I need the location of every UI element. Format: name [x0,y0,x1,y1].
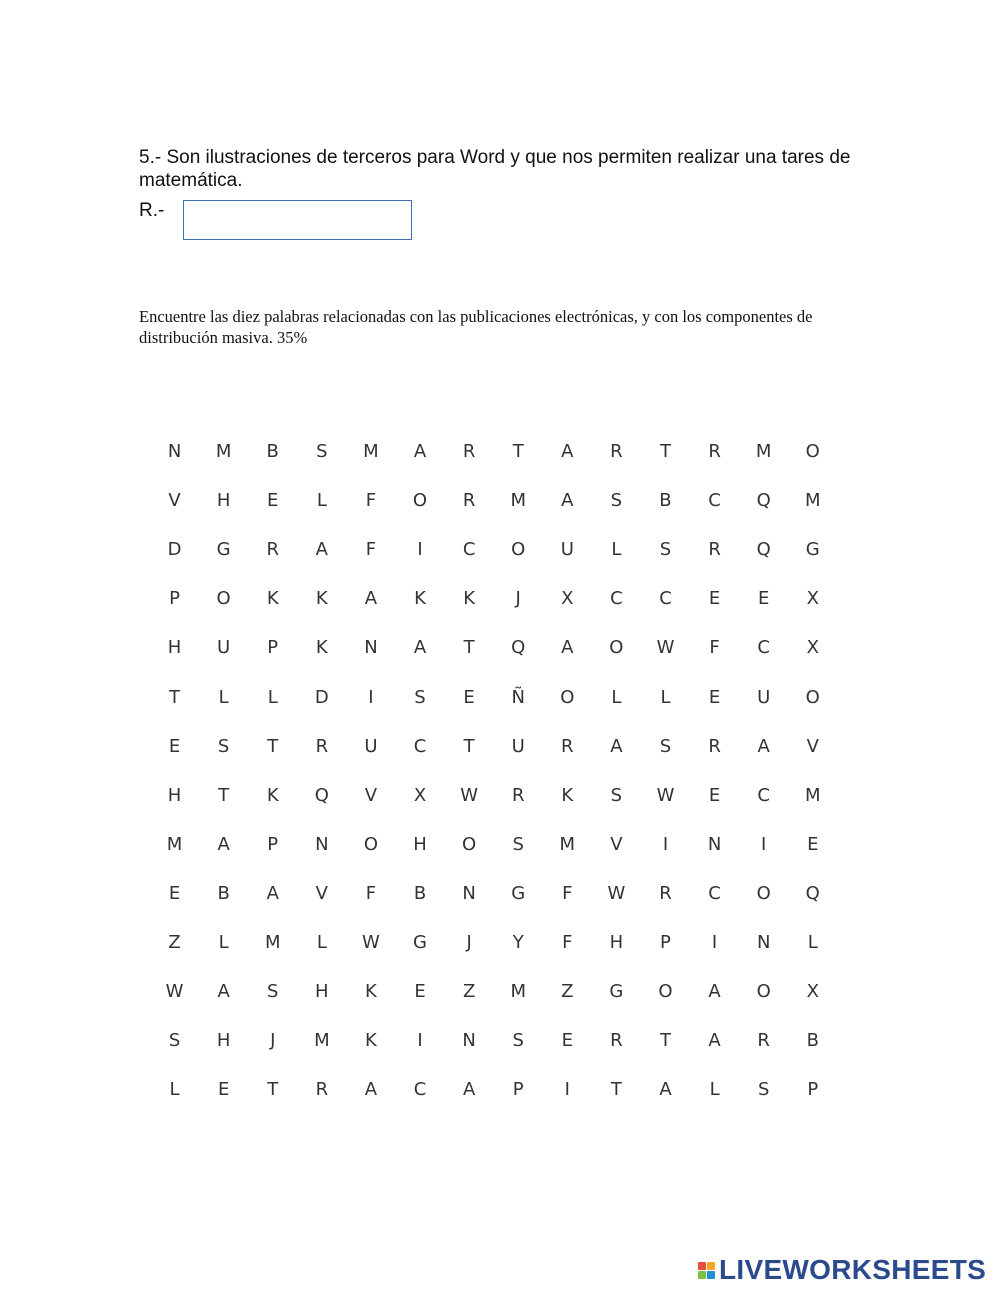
grid-letter[interactable]: C [708,882,721,904]
grid-letter[interactable]: R [708,735,721,757]
grid-letter[interactable]: R [511,784,525,806]
grid-letter[interactable]: H [167,784,182,806]
grid-letter[interactable]: S [267,981,279,1003]
grid-letter[interactable]: G [609,981,624,1003]
grid-letter[interactable]: L [807,931,818,953]
grid-letter[interactable]: S [512,1030,524,1052]
grid-letter[interactable]: E [463,686,475,708]
logo-block-v [698,1271,706,1279]
grid-letter[interactable]: Q [756,539,771,561]
grid-letter[interactable]: T [169,686,181,708]
grid-letter[interactable]: C [708,490,721,512]
grid-letter[interactable]: I [662,833,669,855]
grid-letter[interactable]: V [364,784,378,806]
grid-letter[interactable]: R [708,539,721,561]
grid-letter[interactable]: F [562,882,573,904]
grid-letter[interactable]: K [561,784,574,806]
grid-letter[interactable]: F [365,882,377,904]
logo-block-l [698,1262,706,1270]
grid-letter[interactable]: S [512,833,524,855]
grid-letter[interactable]: Y [512,931,524,953]
grid-letter[interactable]: S [659,539,672,561]
grid-letter[interactable]: L [169,1079,180,1101]
grid-letter[interactable]: O [658,981,673,1003]
grid-letter[interactable]: W [656,637,675,659]
grid-letter[interactable]: U [560,539,574,561]
grid-letter[interactable]: U [511,735,525,757]
grid-letter[interactable]: K [266,784,279,806]
grid-letter[interactable]: A [217,833,230,855]
grid-letter[interactable]: R [462,490,476,512]
grid-letter[interactable]: S [610,784,623,806]
grid-letter[interactable]: Q [756,490,771,512]
word-search-grid [150,427,837,1114]
grid-letter[interactable]: T [463,735,475,757]
grid-letter[interactable]: I [368,686,374,708]
grid-letter[interactable]: S [414,686,426,708]
grid-letter[interactable]: W [362,931,380,953]
grid-letter[interactable]: V [610,833,623,855]
grid-letter[interactable]: H [609,931,624,953]
grid-letter[interactable]: K [315,588,328,610]
grid-letter[interactable]: A [217,981,230,1003]
grid-letter[interactable]: F [365,490,377,512]
grid-letter[interactable]: M [314,1030,330,1052]
grid-letter[interactable]: F [365,539,377,561]
grid-letter[interactable]: H [167,637,182,659]
grid-letter[interactable]: I [761,833,767,855]
grid-letter[interactable]: E [168,735,181,757]
grid-letter[interactable]: W [607,882,626,904]
grid-letter[interactable]: R [561,735,574,757]
grid-letter[interactable]: I [711,931,718,953]
answer-input[interactable] [183,200,412,240]
grid-letter[interactable]: E [217,1079,230,1101]
grid-letter[interactable]: T [610,1079,622,1101]
grid-letter[interactable]: A [315,539,328,561]
grid-letter[interactable]: I [417,539,423,561]
answer-label: R.- [139,200,165,221]
grid-letter[interactable]: O [363,833,378,855]
grid-letter[interactable]: D [167,539,182,561]
grid-letter[interactable]: N [756,931,771,953]
grid-letter[interactable]: K [463,588,476,610]
grid-letter[interactable]: F [709,637,720,659]
grid-letter[interactable]: R [315,1079,329,1101]
grid-letter[interactable]: A [561,441,574,463]
grid-letter[interactable]: K [365,981,377,1003]
grid-letter[interactable]: O [511,539,526,561]
grid-letter[interactable]: T [659,441,671,463]
grid-letter[interactable]: T [463,637,475,659]
grid-letter[interactable]: O [560,686,575,708]
grid-letter[interactable]: L [267,686,278,708]
grid-letter[interactable]: R [708,441,721,463]
grid-letter[interactable]: E [414,981,426,1003]
grid-letter[interactable]: R [757,1030,770,1052]
grid-letter[interactable]: R [610,441,623,463]
grid-letter[interactable]: M [510,490,526,512]
grid-letter[interactable]: A [413,441,427,463]
grid-letter[interactable]: G [805,539,820,561]
grid-letter[interactable]: S [757,1079,770,1101]
grid-letter[interactable]: L [611,539,622,561]
grid-letter[interactable]: C [757,637,770,659]
grid-letter[interactable]: N [707,833,722,855]
liveworksheets-logo [698,1254,986,1286]
grid-letter[interactable]: S [659,735,672,757]
logo-block-i [707,1262,715,1270]
grid-letter[interactable]: E [708,686,721,708]
grid-letter[interactable]: E [708,588,721,610]
grid-letter[interactable]: A [561,637,574,659]
grid-letter[interactable]: I [417,1030,423,1052]
grid-letter[interactable]: Ñ [511,686,525,708]
grid-letter[interactable]: H [315,981,329,1003]
instructions-text: Encuentre las diez palabras relacionadas con las publicaciones electrónicas, y con los componentes de distribución masiva. 35% [139,307,813,347]
grid-letter[interactable]: T [659,1030,671,1052]
grid-letter[interactable]: A [561,490,574,512]
grid-letter[interactable]: R [610,1030,623,1052]
grid-letter[interactable]: E [757,588,770,610]
grid-letter[interactable]: P [512,1079,524,1101]
grid-letter[interactable]: B [413,882,427,904]
grid-letter[interactable]: N [462,882,476,904]
grid-letter[interactable]: M [363,441,379,463]
grid-letter[interactable]: S [316,441,328,463]
grid-letter[interactable]: O [805,441,820,463]
grid-letter[interactable]: W [460,784,479,806]
grid-letter[interactable]: R [462,441,476,463]
grid-letter[interactable]: B [806,1030,819,1052]
grid-letter[interactable]: K [266,588,279,610]
grid-letter[interactable]: G [216,539,231,561]
grid-letter[interactable]: Q [805,882,820,904]
logo-text: LIVEWORKSHEETS [719,1254,987,1285]
grid-letter[interactable]: P [267,833,279,855]
grid-letter[interactable]: Z [462,981,476,1003]
grid-letter[interactable]: J [466,931,472,953]
grid-letter[interactable]: P [807,1079,819,1101]
grid-letter[interactable]: N [462,1030,476,1052]
grid-letter[interactable]: D [314,686,329,708]
grid-letter[interactable]: K [365,1030,377,1052]
grid-letter[interactable]: C [413,1079,427,1101]
grid-letter[interactable]: M [510,981,526,1003]
logo-block-e [707,1271,715,1279]
grid-letter[interactable]: T [218,784,230,806]
grid-letter[interactable]: O [412,490,428,512]
grid-letter[interactable]: E [807,833,819,855]
grid-letter[interactable]: E [561,1030,573,1052]
grid-letter[interactable]: M [264,931,281,953]
grid-letter[interactable]: T [267,735,279,757]
grid-letter[interactable]: B [217,882,230,904]
grid-letter[interactable]: N [315,833,329,855]
grid-letter[interactable]: X [806,637,819,659]
grid-letter[interactable]: G [413,931,427,953]
grid-letter[interactable]: L [218,931,229,953]
grid-letter[interactable]: H [216,490,231,512]
grid-letter[interactable]: L [316,490,327,512]
grid-letter[interactable]: V [315,882,328,904]
grid-letter[interactable]: C [757,784,770,806]
logo-icon [698,1262,715,1279]
grid-letter[interactable]: M [559,833,576,855]
grid-letter[interactable]: O [462,833,477,855]
grid-letter[interactable]: O [609,637,624,659]
grid-letter[interactable]: L [611,686,622,708]
grid-letter[interactable]: E [708,784,721,806]
grid-letter[interactable]: L [316,931,327,953]
grid-letter[interactable]: H [413,833,427,855]
grid-letter[interactable]: M [805,490,821,512]
grid-letter[interactable]: J [270,1030,276,1052]
grid-letter[interactable]: M [166,833,183,855]
grid-letter[interactable]: C [462,539,476,561]
grid-letter[interactable]: Z [168,931,181,953]
grid-letter[interactable]: U [217,637,231,659]
grid-letter[interactable]: M [215,441,232,463]
grid-letter[interactable]: K [315,637,328,659]
grid-letter[interactable]: X [806,588,819,610]
grid-letter[interactable]: X [806,981,819,1003]
grid-letter[interactable]: R [315,735,329,757]
grid-letter[interactable]: E [267,490,279,512]
grid-letter[interactable]: E [168,882,181,904]
grid-letter[interactable]: P [169,588,180,610]
grid-letter[interactable]: A [659,1079,672,1101]
grid-letter[interactable]: V [806,735,819,757]
grid-letter[interactable]: Z [561,981,574,1003]
grid-letter[interactable]: Q [314,784,329,806]
grid-letter[interactable]: L [709,1079,720,1101]
grid-letter[interactable]: U [757,686,771,708]
question-5-text: 5.- Son ilustraciones de terceros para Word y que nos permiten realizar una tares de matemática. [139,147,851,191]
grid-letter[interactable]: O [216,588,231,610]
grid-letter[interactable]: A [364,588,378,610]
grid-letter[interactable]: O [805,686,820,708]
grid-letter[interactable]: F [562,931,573,953]
grid-letter[interactable]: W [656,784,675,806]
grid-letter[interactable]: H [216,1030,231,1052]
grid-letter[interactable]: R [266,539,279,561]
grid-letter[interactable]: V [168,490,181,512]
grid-letter[interactable]: A [266,882,279,904]
grid-letter[interactable]: B [659,490,672,512]
grid-letter[interactable]: Q [511,637,526,659]
grid-letter[interactable]: I [564,1079,570,1101]
grid-letter[interactable]: N [167,441,182,463]
grid-letter[interactable]: X [413,784,427,806]
grid-letter[interactable]: S [217,735,230,757]
grid-letter[interactable]: M [755,441,772,463]
grid-letter[interactable]: O [756,981,771,1003]
grid-letter[interactable]: X [561,588,574,610]
grid-letter[interactable]: P [267,637,279,659]
grid-letter[interactable]: L [660,686,671,708]
grid-letter[interactable]: P [660,931,671,953]
grid-letter[interactable]: T [267,1079,279,1101]
grid-letter[interactable]: A [708,1030,721,1052]
grid-letter[interactable]: N [364,637,378,659]
grid-letter[interactable]: T [512,441,524,463]
grid-letter[interactable]: A [610,735,623,757]
grid-letter[interactable]: A [708,981,721,1003]
grid-letter[interactable]: K [414,588,426,610]
grid-letter[interactable]: U [364,735,378,757]
grid-letter[interactable]: C [413,735,427,757]
grid-letter[interactable]: R [659,882,672,904]
grid-letter[interactable]: C [610,588,623,610]
grid-letter[interactable]: B [266,441,279,463]
grid-letter[interactable]: L [218,686,229,708]
grid-letter[interactable]: S [168,1030,181,1052]
grid-letter[interactable]: G [511,882,526,904]
grid-letter[interactable]: M [805,784,821,806]
grid-letter[interactable]: A [757,735,770,757]
grid-letter[interactable]: A [462,1079,476,1101]
grid-letter[interactable]: S [610,490,623,512]
grid-letter[interactable]: C [659,588,672,610]
grid-letter[interactable]: O [756,882,771,904]
grid-letter[interactable]: A [413,637,427,659]
grid-letter[interactable]: A [364,1079,378,1101]
grid-letter[interactable]: W [165,981,184,1003]
grid-letter[interactable]: J [515,588,521,610]
